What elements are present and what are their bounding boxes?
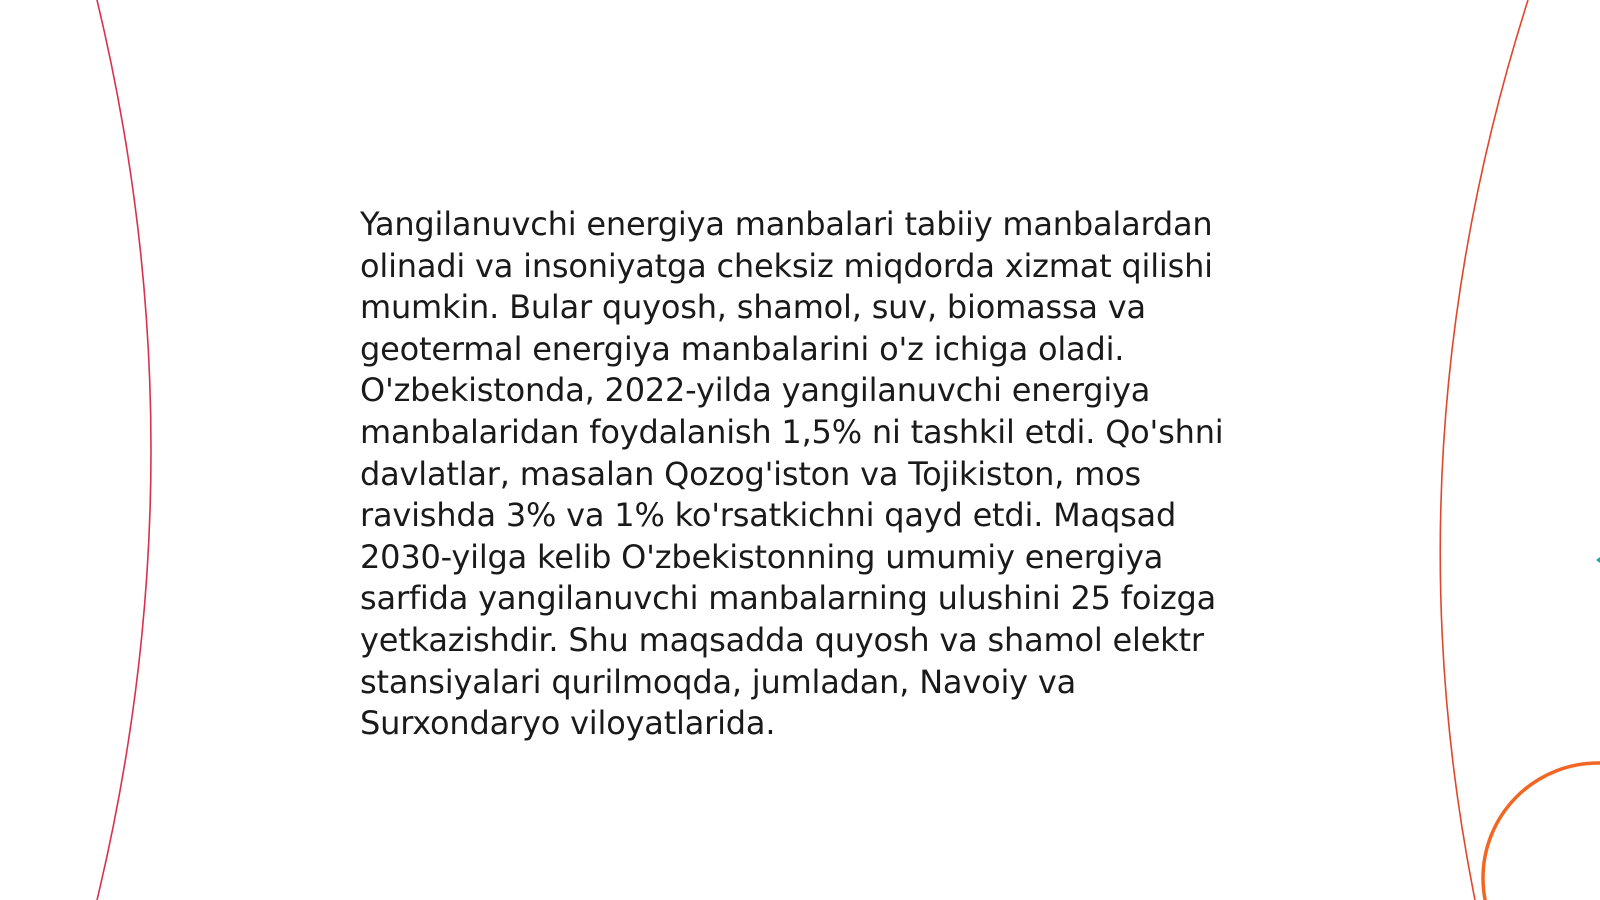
paragraph-line: olinadi va insoniyatga cheksiz miqdorda xizmat qilishi [360,246,1213,285]
paragraph-line: sarfida yangilanuvchi manbalarning ulushini 25 foizga [360,579,1217,618]
paragraph-line: davlatlar, masalan Qozog'iston va Tojikiston, mos [360,454,1141,493]
paragraph-line: manbalaridan foydalanish 1,5% ni tashkil etdi. Qo'shni [360,412,1224,451]
orange-circle-outline [1483,763,1600,900]
paragraph-line: mumkin. Bular quyosh, shamol, suv, biomassa va [360,288,1146,327]
left-arc-line [97,0,151,900]
paragraph-line: geotermal energiya manbalarini o'z ichiga oladi. [360,329,1125,368]
right-arc-line [1440,0,1528,900]
paragraph-line: Surxondaryo viloyatlarida. [360,704,776,743]
paragraph-line: stansiyalari qurilmoqda, jumladan, Navoiy va [360,662,1076,701]
paragraph-line: yetkazishdir. Shu maqsadda quyosh va shamol elektr [360,620,1204,659]
paragraph-line: ravishda 3% va 1% ko'rsatkichni qayd etdi. Maqsad [360,496,1177,535]
paragraph-line: 2030-yilga kelib O'zbekistonning umumiy energiya [360,537,1164,576]
paragraph-line: Yangilanuvchi energiya manbalari tabiiy manbalardan [360,205,1213,243]
body-paragraph [360,204,1260,745]
paragraph-line: O'zbekistonda, 2022-yilda yangilanuvchi energiya [360,371,1151,410]
teal-edge-mark [1596,557,1600,563]
